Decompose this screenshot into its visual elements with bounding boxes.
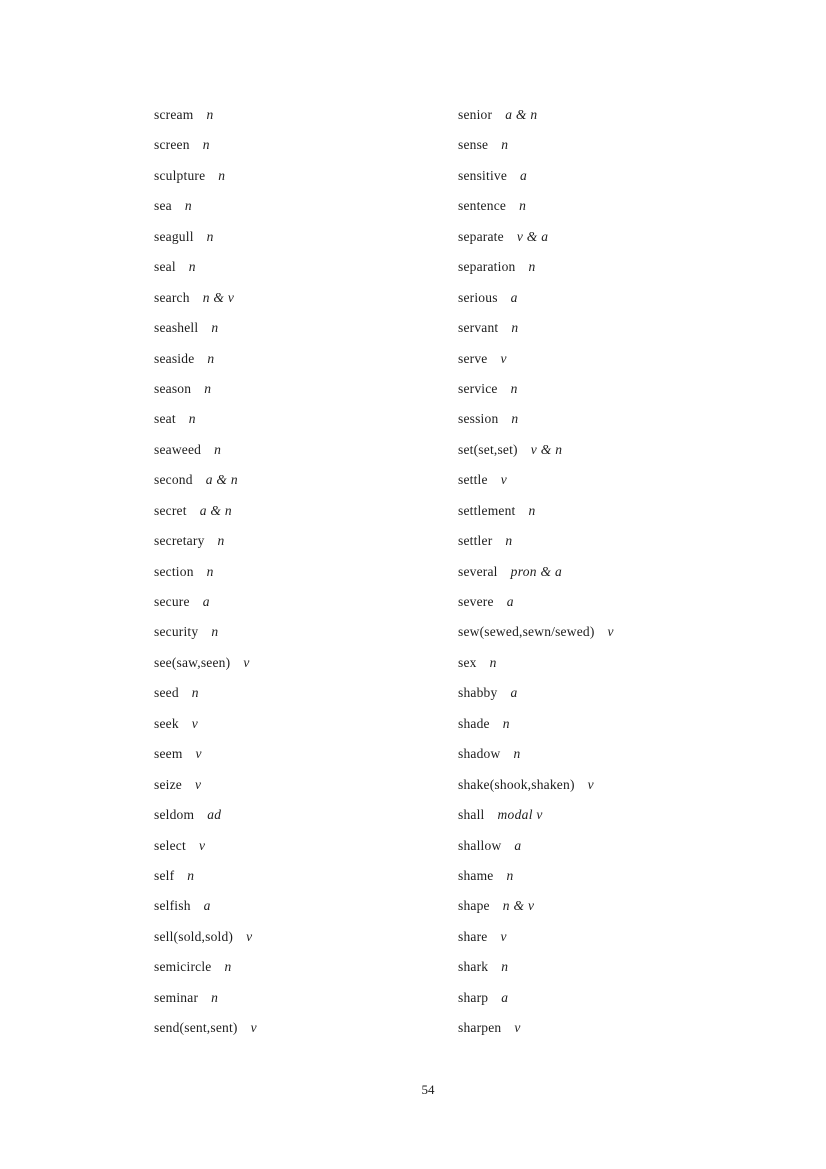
pos-tag: n — [187, 867, 195, 883]
pos-tag: n — [217, 533, 225, 549]
word-entry — [458, 374, 758, 404]
word-entry — [154, 739, 454, 769]
pos-tag: n — [191, 685, 199, 701]
word-text: sell(sold,sold) — [154, 928, 234, 944]
pos-tag: n — [506, 867, 514, 883]
pos-tag: n — [207, 350, 215, 366]
pos-tag: a & n — [199, 502, 232, 518]
pos-tag: v — [243, 654, 250, 670]
pos-tag: modal v — [497, 807, 543, 823]
pos-tag: ad — [207, 807, 222, 823]
word-text: secure — [154, 594, 190, 609]
word-text: shark — [458, 959, 489, 975]
word-entry — [458, 161, 758, 191]
pos-tag: v — [246, 928, 253, 944]
word-entry — [154, 313, 454, 343]
word-column-right — [458, 100, 758, 1044]
word-text: seaside — [154, 350, 195, 366]
word-text: sentence — [458, 198, 507, 214]
pos-tag: n — [502, 715, 510, 731]
word-entry — [458, 678, 758, 708]
word-text: several — [458, 563, 498, 579]
word-entry — [458, 404, 758, 434]
pos-tag: v — [500, 928, 507, 944]
pos-tag: n — [511, 320, 519, 336]
word-entry — [154, 191, 454, 221]
word-text: screen — [154, 137, 190, 153]
word-entry — [458, 831, 758, 861]
word-text: shallow — [458, 837, 502, 853]
word-entry — [458, 313, 758, 343]
word-text: separate — [458, 228, 504, 244]
pos-tag: v — [587, 776, 594, 792]
pos-tag: a — [520, 167, 528, 183]
word-text: sense — [458, 137, 489, 153]
word-entry — [154, 800, 454, 830]
page-number: 54 — [421, 1082, 435, 1097]
word-text: self — [154, 867, 175, 883]
word-text: season — [154, 380, 192, 396]
word-entry — [154, 130, 454, 160]
word-text: secretary — [154, 533, 205, 549]
word-text: secret — [154, 502, 187, 518]
word-text: senior — [458, 107, 493, 122]
word-text: sew(sewed,sewn/sewed) — [458, 624, 595, 640]
pos-tag: n — [188, 411, 196, 427]
word-entry — [154, 161, 454, 191]
word-text: shame — [458, 867, 494, 883]
word-text: seagull — [154, 228, 194, 244]
word-text: servant — [458, 320, 499, 336]
word-text: selfish — [154, 898, 191, 914]
word-text: seaweed — [154, 441, 202, 457]
word-entry — [458, 435, 758, 465]
word-entry — [458, 100, 758, 130]
word-text: serve — [458, 350, 488, 366]
pos-tag: n — [214, 441, 222, 457]
word-text: shade — [458, 715, 490, 731]
word-entry — [458, 617, 758, 647]
word-entry — [154, 831, 454, 861]
pos-tag: a & n — [505, 107, 538, 122]
word-entry — [154, 648, 454, 678]
pos-tag: n — [510, 380, 518, 396]
pos-tag: v — [194, 776, 202, 792]
word-entry — [458, 983, 758, 1013]
word-entry — [154, 587, 454, 617]
pos-tag: n — [519, 198, 527, 214]
word-text: send(sent,sent) — [154, 1020, 238, 1036]
word-entry — [154, 557, 454, 587]
word-entry — [458, 191, 758, 221]
pos-tag: n — [501, 959, 509, 975]
pos-tag: n — [501, 137, 509, 153]
word-text: select — [154, 837, 186, 853]
pos-tag: v — [514, 1020, 521, 1036]
word-entry — [154, 526, 454, 556]
pos-tag: n — [528, 502, 536, 518]
word-entry — [154, 252, 454, 282]
word-entry — [154, 496, 454, 526]
word-text: seashell — [154, 320, 199, 336]
word-text: shape — [458, 898, 490, 914]
word-entry — [154, 374, 454, 404]
word-entry — [458, 891, 758, 921]
word-text: security — [154, 624, 199, 640]
word-entry — [154, 891, 454, 921]
word-text: session — [458, 411, 499, 427]
pos-tag: v & a — [516, 228, 549, 244]
pos-tag: a & n — [205, 472, 238, 488]
word-text: seed — [154, 685, 179, 701]
word-entry — [154, 1013, 454, 1043]
word-text: section — [154, 563, 194, 579]
word-text: sex — [458, 654, 477, 670]
pos-tag: n — [528, 259, 536, 275]
word-entry — [154, 678, 454, 708]
word-text: seek — [154, 715, 179, 731]
word-entry — [458, 526, 758, 556]
pos-tag: n — [511, 411, 519, 427]
word-entry — [154, 465, 454, 495]
word-entry — [154, 861, 454, 891]
word-entry — [154, 100, 454, 130]
word-entry — [458, 952, 758, 982]
pos-tag: v — [195, 746, 202, 762]
pos-tag: n — [206, 228, 214, 244]
pos-tag: v — [250, 1020, 257, 1036]
word-text: scream — [154, 107, 194, 122]
word-entry — [458, 739, 758, 769]
pos-tag: v & n — [530, 441, 563, 457]
word-entry — [154, 709, 454, 739]
word-entry — [458, 465, 758, 495]
pos-tag: v — [607, 624, 614, 640]
pos-tag: n — [206, 563, 214, 579]
pos-tag: n — [211, 989, 219, 1005]
word-text: shall — [458, 807, 485, 823]
word-entry — [154, 770, 454, 800]
word-text: severe — [458, 594, 494, 609]
pos-tag: n & v — [502, 898, 535, 914]
pos-tag: v — [500, 350, 507, 366]
word-entry — [458, 344, 758, 374]
pos-tag: n & v — [202, 289, 235, 305]
pos-tag: a — [510, 685, 518, 701]
word-text: settlement — [458, 502, 516, 518]
word-text: seminar — [154, 989, 199, 1005]
word-text: settler — [458, 533, 493, 549]
pos-tag: v — [198, 837, 206, 853]
word-entry — [458, 222, 758, 252]
word-entry — [154, 222, 454, 252]
word-entry — [154, 922, 454, 952]
word-entry — [458, 922, 758, 952]
pos-tag: n — [218, 167, 226, 183]
word-entry — [154, 344, 454, 374]
word-text: shake(shook,shaken) — [458, 776, 575, 792]
word-text: second — [154, 472, 193, 488]
word-text: separation — [458, 259, 516, 275]
word-text: seldom — [154, 807, 195, 823]
pos-tag: a — [501, 989, 509, 1005]
pos-tag: n — [224, 959, 232, 975]
word-entry — [458, 587, 758, 617]
word-entry — [154, 435, 454, 465]
word-text: service — [458, 380, 498, 396]
pos-tag: n — [206, 107, 214, 122]
word-text: share — [458, 928, 488, 944]
word-text: see(saw,seen) — [154, 654, 231, 670]
word-entry — [154, 952, 454, 982]
word-entry — [458, 800, 758, 830]
pos-tag: n — [188, 259, 196, 275]
word-text: semicircle — [154, 959, 212, 975]
word-text: shabby — [458, 685, 498, 701]
pos-tag: n — [204, 380, 212, 396]
pos-tag: n — [211, 624, 219, 640]
word-text: seal — [154, 259, 176, 275]
word-entry — [458, 252, 758, 282]
word-text: shadow — [458, 746, 501, 762]
word-entry — [458, 1013, 758, 1043]
pos-tag: n — [202, 137, 210, 153]
word-text: seat — [154, 411, 176, 427]
pos-tag: n — [489, 654, 497, 670]
pos-tag: a — [202, 594, 210, 609]
word-entry — [154, 404, 454, 434]
word-text: sharpen — [458, 1020, 502, 1036]
word-entry — [458, 557, 758, 587]
word-text: seize — [154, 776, 182, 792]
word-entry — [458, 283, 758, 313]
word-entry — [458, 861, 758, 891]
word-text: sculpture — [154, 167, 206, 183]
word-text: search — [154, 289, 190, 305]
word-entry — [458, 130, 758, 160]
word-entry — [154, 617, 454, 647]
word-entry — [154, 283, 454, 313]
word-text: serious — [458, 289, 498, 305]
pos-tag: pron & a — [510, 563, 563, 579]
pos-tag: a — [514, 837, 522, 853]
word-text: sea — [154, 198, 172, 214]
word-entry — [458, 648, 758, 678]
pos-tag: v — [500, 472, 507, 488]
word-entry — [458, 770, 758, 800]
pos-tag: a — [506, 594, 514, 609]
word-text: settle — [458, 472, 488, 488]
pos-tag: a — [510, 289, 518, 305]
word-entry — [458, 496, 758, 526]
word-entry — [458, 709, 758, 739]
pos-tag: n — [505, 533, 513, 549]
word-entry — [154, 983, 454, 1013]
word-column-left — [154, 100, 454, 1044]
pos-tag: n — [513, 746, 521, 762]
word-text: set(set,set) — [458, 441, 518, 457]
pos-tag: v — [191, 715, 199, 731]
pos-tag: n — [184, 198, 192, 214]
word-text: sensitive — [458, 167, 508, 183]
pos-tag: a — [203, 898, 211, 914]
word-text: seem — [154, 746, 183, 762]
pos-tag: n — [211, 320, 219, 336]
word-text: sharp — [458, 989, 489, 1005]
